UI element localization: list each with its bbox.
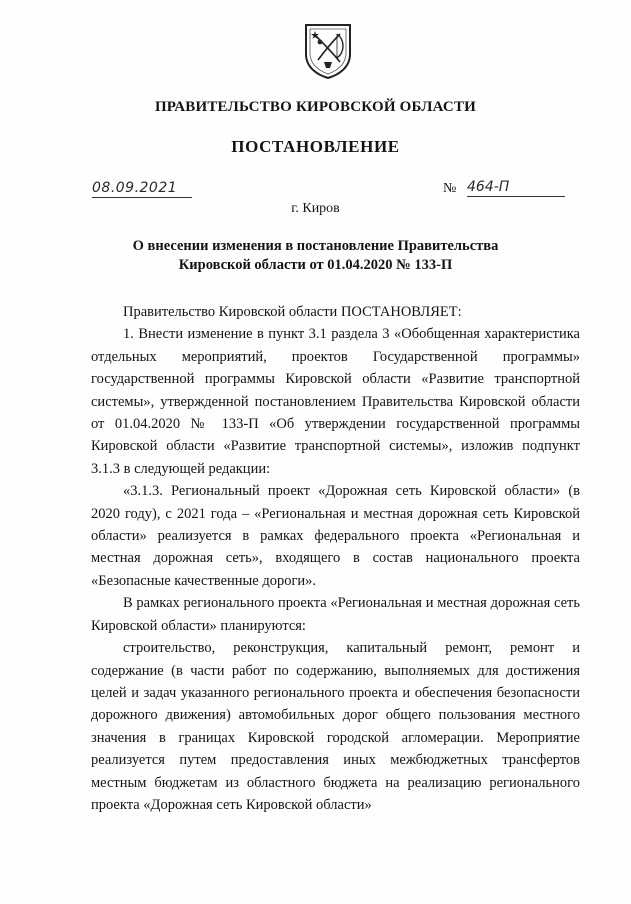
document-type: ПОСТАНОВЛЕНИЕ	[231, 137, 400, 156]
subject-line-1: О внесении изменения в постановление Правительства	[132, 238, 499, 254]
quoted-subitem-3-1-3: «3.1.3. Региональный проект «Дорожная сеть Кировской области» (в 2020 году), с 2021 года – «Региональная и местная дорожная сеть Кировской области» реализуется в рамках федерального проекта «Региональная и местная дорожная сеть», входящего в состав национального проекта «Безопасные качественные дороги».	[91, 483, 580, 589]
paragraph-3: строительство, реконструкция, капитальный ремонт, ремонт и содержание (в части работ по содержанию, выполняемых для достижения целей и задач указанного регионального проекта и обеспечения безопасности дорожного движения) автомобильных дорог общего пользования местного значения в границах Кировской городской агломерации. Мероприятие реализуется путем предоставления иных межбюджетных трансфертов местным бюджетам из областного бюджета на реализацию регионального проекта «Дорожная сеть Кировской области»	[91, 640, 580, 813]
city: г. Киров	[291, 201, 340, 216]
number-value: 464-П	[467, 179, 565, 197]
document-subject	[0, 237, 631, 275]
document-body	[91, 301, 580, 816]
document-date: 08.09.2021	[92, 180, 192, 198]
paragraph-2: В рамках регионального проекта «Региональная и местная дорожная сеть Кировской области» планируются:	[91, 595, 580, 634]
item-1: 1. Внести изменение в пункт 3.1 раздела 3 «Обобщенная характеристика отдельных мероприятий, проектов Государственной программы» государственной программы Кировской области «Развитие транспортной системы», утвержденной постановлением Правительства Кировской области от 01.04.2020 № 133-П «Об утверждении государственной программы Кировской области «Развитие транспортной системы», изложив подпункт 3.1.3 в следующей редакции:	[91, 326, 580, 477]
coat-of-arms-icon	[302, 22, 354, 80]
preamble: Правительство Кировской области ПОСТАНОВЛЯЕТ:	[123, 304, 462, 320]
subject-line-2: Кировской области от 01.04.2020 № 133-П	[178, 257, 453, 273]
number-sign: №	[443, 181, 457, 196]
document-number	[443, 179, 565, 199]
organization-name: ПРАВИТЕЛЬСТВО КИРОВСКОЙ ОБЛАСТИ	[154, 99, 477, 115]
